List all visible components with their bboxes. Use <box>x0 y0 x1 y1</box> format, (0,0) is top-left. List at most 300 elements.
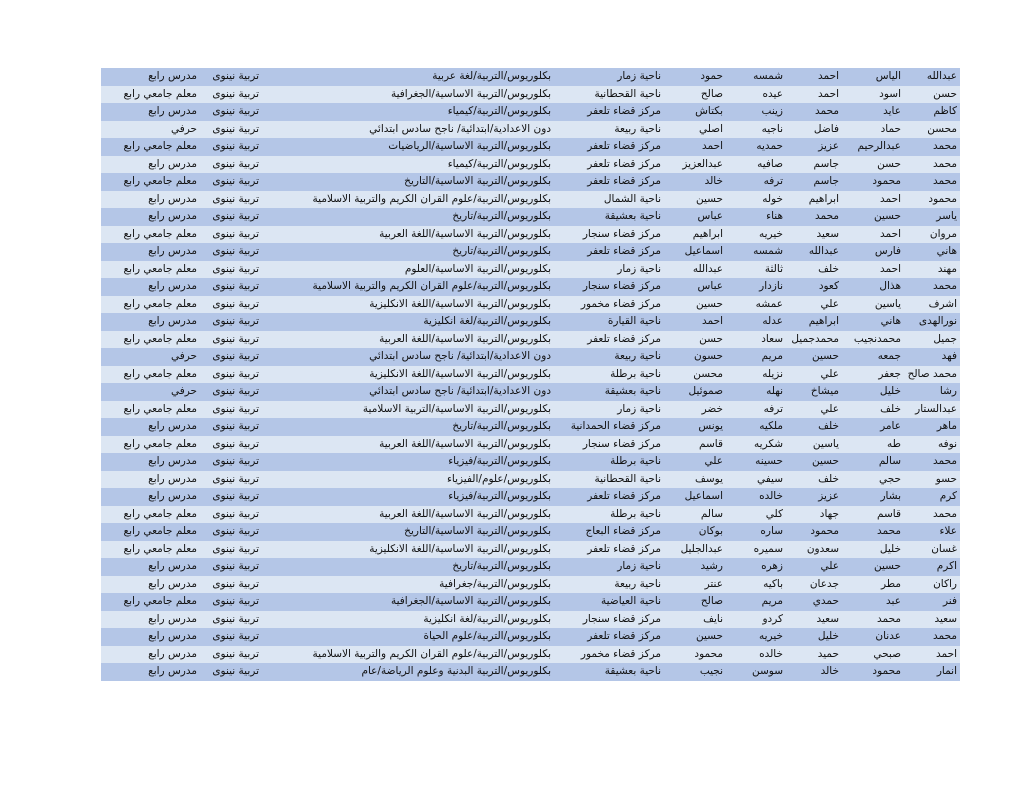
table-row <box>101 611 960 629</box>
cell-mother-father-name: بوكان <box>664 523 726 541</box>
cell-father-name: محمد <box>842 523 904 541</box>
cell-grandfather-name: فاضل <box>786 121 842 139</box>
cell-directorate: تربية نينوى <box>200 506 262 524</box>
cell-mother-name: زهره <box>726 558 786 576</box>
cell-father-name: خليل <box>842 541 904 559</box>
cell-mother-name: نازدار <box>726 278 786 296</box>
cell-first-name: محمود <box>904 191 960 209</box>
table-row <box>101 103 960 121</box>
cell-mother-father-name: صموئيل <box>664 383 726 401</box>
cell-grandfather-name: جاسم <box>786 156 842 174</box>
cell-mother-name: كردو <box>726 611 786 629</box>
cell-mother-name: سعاد <box>726 331 786 349</box>
cell-degree: بكلوريوس/التربية/علوم القران الكريم والتربية الاسلامية <box>262 646 554 664</box>
cell-grandfather-name: حسين <box>786 453 842 471</box>
cell-father-name: حجي <box>842 471 904 489</box>
cell-mother-father-name: صالح <box>664 86 726 104</box>
cell-first-name: نوفه <box>904 436 960 454</box>
cell-mother-name: ناجيه <box>726 121 786 139</box>
cell-mother-father-name: حسين <box>664 628 726 646</box>
cell-grandfather-name: ابراهيم <box>786 191 842 209</box>
cell-father-name: حماد <box>842 121 904 139</box>
cell-first-name: مهند <box>904 261 960 279</box>
cell-job-title: حرفي <box>101 383 200 401</box>
cell-degree: بكلوريوس/التربية الاساسية/العلوم <box>262 261 554 279</box>
table-row <box>101 436 960 454</box>
cell-area: ناحية الشمال <box>554 191 664 209</box>
cell-directorate: تربية نينوى <box>200 383 262 401</box>
cell-degree: بكلوريوس/التربية الاساسية/الجغرافية <box>262 86 554 104</box>
cell-first-name: اشرف <box>904 296 960 314</box>
cell-degree: بكلوريوس/التربية/تاريخ <box>262 208 554 226</box>
cell-area: مركز قضاء سنجار <box>554 278 664 296</box>
cell-mother-name: شمسه <box>726 243 786 261</box>
cell-grandfather-name: جدعان <box>786 576 842 594</box>
table-row <box>101 663 960 681</box>
cell-area: مركز قضاء تلعفر <box>554 628 664 646</box>
cell-directorate: تربية نينوى <box>200 646 262 664</box>
cell-directorate: تربية نينوى <box>200 138 262 156</box>
table-row <box>101 86 960 104</box>
cell-degree: دون الاعدادية/ابتدائية/ ناجح سادس ابتدائي <box>262 348 554 366</box>
cell-father-name: مطر <box>842 576 904 594</box>
table-row <box>101 138 960 156</box>
cell-father-name: طه <box>842 436 904 454</box>
cell-directorate: تربية نينوى <box>200 261 262 279</box>
cell-degree: بكلوريوس/التربية/تاريخ <box>262 558 554 576</box>
employee-table <box>101 68 960 681</box>
cell-mother-name: ساره <box>726 523 786 541</box>
table-row <box>101 348 960 366</box>
cell-first-name: هاني <box>904 243 960 261</box>
cell-mother-father-name: عباس <box>664 278 726 296</box>
cell-degree: بكلوريوس/التربية/علوم القران الكريم والتربية الاسلامية <box>262 191 554 209</box>
cell-mother-father-name: عباس <box>664 208 726 226</box>
cell-job-title: معلم جامعي رابع <box>101 366 200 384</box>
cell-area: مركز قضاء البعاج <box>554 523 664 541</box>
cell-first-name: حسو <box>904 471 960 489</box>
cell-directorate: تربية نينوى <box>200 208 262 226</box>
cell-grandfather-name: محمدجميل <box>786 331 842 349</box>
table-row <box>101 156 960 174</box>
cell-mother-father-name: عبدالعزيز <box>664 156 726 174</box>
cell-mother-father-name: احمد <box>664 313 726 331</box>
cell-father-name: جمعه <box>842 348 904 366</box>
cell-area: ناحية ربيعة <box>554 121 664 139</box>
cell-mother-name: ثالثة <box>726 261 786 279</box>
cell-first-name: غسان <box>904 541 960 559</box>
cell-father-name: محمود <box>842 173 904 191</box>
cell-job-title: مدرس رابع <box>101 663 200 681</box>
cell-father-name: صبحي <box>842 646 904 664</box>
cell-mother-name: سميره <box>726 541 786 559</box>
cell-mother-name: شكريه <box>726 436 786 454</box>
cell-degree: بكلوريوس/التربية/لغة انكليزية <box>262 611 554 629</box>
cell-degree: بكلوريوس/التربية/لغة عربية <box>262 68 554 86</box>
cell-job-title: مدرس رابع <box>101 313 200 331</box>
cell-job-title: مدرس رابع <box>101 646 200 664</box>
cell-grandfather-name: خلف <box>786 418 842 436</box>
cell-grandfather-name: خلف <box>786 261 842 279</box>
cell-first-name: راكان <box>904 576 960 594</box>
cell-father-name: حسن <box>842 156 904 174</box>
cell-grandfather-name: عزيز <box>786 488 842 506</box>
cell-first-name: فنر <box>904 593 960 611</box>
cell-directorate: تربية نينوى <box>200 663 262 681</box>
table-row <box>101 558 960 576</box>
cell-father-name: عبد <box>842 593 904 611</box>
cell-degree: بكلوريوس/التربية الاساسية/اللغة العربية <box>262 436 554 454</box>
cell-mother-father-name: محمود <box>664 646 726 664</box>
cell-directorate: تربية نينوى <box>200 541 262 559</box>
cell-directorate: تربية نينوى <box>200 401 262 419</box>
cell-degree: بكلوريوس/التربية الاساسية/اللغة العربية <box>262 331 554 349</box>
cell-job-title: مدرس رابع <box>101 488 200 506</box>
cell-first-name: ماهر <box>904 418 960 436</box>
cell-mother-name: نزيله <box>726 366 786 384</box>
cell-first-name: محمد <box>904 278 960 296</box>
cell-mother-father-name: عنتر <box>664 576 726 594</box>
cell-mother-father-name: عبدالله <box>664 261 726 279</box>
cell-directorate: تربية نينوى <box>200 348 262 366</box>
cell-first-name: محسن <box>904 121 960 139</box>
cell-degree: بكلوريوس/التربية الاساسية/التربية الاسلامية <box>262 401 554 419</box>
cell-directorate: تربية نينوى <box>200 471 262 489</box>
cell-mother-name: شمسه <box>726 68 786 86</box>
cell-directorate: تربية نينوى <box>200 156 262 174</box>
cell-job-title: معلم جامعي رابع <box>101 506 200 524</box>
cell-father-name: خلف <box>842 401 904 419</box>
cell-mother-father-name: محسن <box>664 366 726 384</box>
cell-father-name: قاسم <box>842 506 904 524</box>
cell-area: ناحية القحطانية <box>554 86 664 104</box>
cell-grandfather-name: خالد <box>786 663 842 681</box>
cell-directorate: تربية نينوى <box>200 418 262 436</box>
cell-first-name: محمد <box>904 453 960 471</box>
table-row <box>101 226 960 244</box>
cell-job-title: معلم جامعي رابع <box>101 173 200 191</box>
cell-father-name: محمدنجيب <box>842 331 904 349</box>
cell-job-title: مدرس رابع <box>101 628 200 646</box>
cell-job-title: معلم جامعي رابع <box>101 593 200 611</box>
cell-area: مركز قضاء تلعفر <box>554 103 664 121</box>
cell-first-name: كاظم <box>904 103 960 121</box>
cell-mother-father-name: رشيد <box>664 558 726 576</box>
cell-mother-father-name: حسون <box>664 348 726 366</box>
cell-grandfather-name: محمود <box>786 523 842 541</box>
cell-first-name: احمد <box>904 646 960 664</box>
cell-father-name: اسود <box>842 86 904 104</box>
cell-mother-name: ترفه <box>726 173 786 191</box>
cell-job-title: مدرس رابع <box>101 611 200 629</box>
cell-first-name: اكرم <box>904 558 960 576</box>
cell-job-title: حرفي <box>101 121 200 139</box>
cell-grandfather-name: محمد <box>786 208 842 226</box>
cell-grandfather-name: كعود <box>786 278 842 296</box>
cell-directorate: تربية نينوى <box>200 593 262 611</box>
cell-directorate: تربية نينوى <box>200 278 262 296</box>
cell-area: ناحية القحطانية <box>554 471 664 489</box>
cell-father-name: الياس <box>842 68 904 86</box>
cell-grandfather-name: خليل <box>786 628 842 646</box>
cell-first-name: محمد <box>904 156 960 174</box>
cell-directorate: تربية نينوى <box>200 576 262 594</box>
cell-area: ناحية زمار <box>554 401 664 419</box>
cell-area: مركز قضاء سنجار <box>554 226 664 244</box>
cell-mother-name: مريم <box>726 348 786 366</box>
cell-father-name: احمد <box>842 191 904 209</box>
cell-first-name: كرم <box>904 488 960 506</box>
cell-degree: بكلوريوس/التربية الاساسية/الجغرافية <box>262 593 554 611</box>
cell-directorate: تربية نينوى <box>200 103 262 121</box>
cell-first-name: محمد <box>904 628 960 646</box>
cell-mother-father-name: اصلي <box>664 121 726 139</box>
cell-directorate: تربية نينوى <box>200 366 262 384</box>
cell-mother-name: خيريه <box>726 226 786 244</box>
table-row <box>101 313 960 331</box>
cell-mother-father-name: قاسم <box>664 436 726 454</box>
cell-mother-father-name: سالم <box>664 506 726 524</box>
cell-directorate: تربية نينوى <box>200 488 262 506</box>
cell-area: ناحية بعشيقة <box>554 208 664 226</box>
cell-degree: بكلوريوس/التربية/تاريخ <box>262 418 554 436</box>
cell-father-name: عبدالرحيم <box>842 138 904 156</box>
cell-mother-father-name: خالد <box>664 173 726 191</box>
cell-father-name: بشار <box>842 488 904 506</box>
cell-area: ناحية بعشيقة <box>554 383 664 401</box>
cell-mother-father-name: حمود <box>664 68 726 86</box>
cell-area: ناحية بعشيقة <box>554 663 664 681</box>
cell-degree: بكلوريوس/التربية/علوم الحياة <box>262 628 554 646</box>
cell-father-name: سالم <box>842 453 904 471</box>
cell-directorate: تربية نينوى <box>200 191 262 209</box>
cell-mother-name: حمديه <box>726 138 786 156</box>
cell-job-title: مدرس رابع <box>101 418 200 436</box>
cell-directorate: تربية نينوى <box>200 558 262 576</box>
cell-job-title: معلم جامعي رابع <box>101 541 200 559</box>
cell-degree: بكلوريوس/التربية/فيزياء <box>262 488 554 506</box>
cell-father-name: جعفر <box>842 366 904 384</box>
cell-father-name: عايد <box>842 103 904 121</box>
cell-grandfather-name: حميد <box>786 646 842 664</box>
cell-mother-name: عمشه <box>726 296 786 314</box>
cell-mother-father-name: حسين <box>664 191 726 209</box>
table-row <box>101 366 960 384</box>
table-row <box>101 261 960 279</box>
cell-job-title: معلم جامعي رابع <box>101 331 200 349</box>
cell-grandfather-name: محمد <box>786 103 842 121</box>
cell-area: مركز قضاء سنجار <box>554 611 664 629</box>
cell-job-title: معلم جامعي رابع <box>101 138 200 156</box>
cell-degree: بكلوريوس/التربية الاساسية/اللغة العربية <box>262 506 554 524</box>
cell-father-name: هذال <box>842 278 904 296</box>
cell-mother-father-name: خضر <box>664 401 726 419</box>
cell-grandfather-name: جهاد <box>786 506 842 524</box>
cell-degree: بكلوريوس/التربية الاساسية/التاريخ <box>262 173 554 191</box>
cell-directorate: تربية نينوى <box>200 121 262 139</box>
table-row <box>101 173 960 191</box>
cell-directorate: تربية نينوى <box>200 86 262 104</box>
cell-area: ناحية زمار <box>554 558 664 576</box>
cell-mother-name: صافيه <box>726 156 786 174</box>
cell-degree: بكلوريوس/التربية/تاريخ <box>262 243 554 261</box>
cell-degree: دون الاعدادية/ابتدائية/ ناجح سادس ابتدائي <box>262 121 554 139</box>
cell-area: مركز قضاء سنجار <box>554 436 664 454</box>
cell-grandfather-name: عبدالله <box>786 243 842 261</box>
cell-father-name: احمد <box>842 226 904 244</box>
table-row <box>101 541 960 559</box>
cell-job-title: مدرس رابع <box>101 558 200 576</box>
cell-area: ناحية ربيعة <box>554 576 664 594</box>
cell-grandfather-name: ميشاخ <box>786 383 842 401</box>
cell-job-title: معلم جامعي رابع <box>101 436 200 454</box>
cell-grandfather-name: خلف <box>786 471 842 489</box>
cell-mother-name: خيريه <box>726 628 786 646</box>
cell-degree: بكلوريوس/علوم/الفيزياء <box>262 471 554 489</box>
cell-grandfather-name: حسين <box>786 348 842 366</box>
cell-area: ناحية برطلة <box>554 453 664 471</box>
cell-first-name: ياسر <box>904 208 960 226</box>
cell-directorate: تربية نينوى <box>200 313 262 331</box>
cell-degree: دون الاعدادية/ابتدائية/ ناجح سادس ابتدائي <box>262 383 554 401</box>
cell-mother-father-name: احمد <box>664 138 726 156</box>
table-row <box>101 418 960 436</box>
cell-mother-father-name: علي <box>664 453 726 471</box>
cell-area: ناحية برطلة <box>554 366 664 384</box>
cell-mother-father-name: عبدالجليل <box>664 541 726 559</box>
cell-degree: بكلوريوس/التربية الاساسية/اللغة الانكليزية <box>262 366 554 384</box>
cell-area: ناحية ربيعة <box>554 348 664 366</box>
cell-grandfather-name: جاسم <box>786 173 842 191</box>
cell-first-name: عبدالستار <box>904 401 960 419</box>
cell-job-title: مدرس رابع <box>101 191 200 209</box>
cell-mother-name: كلي <box>726 506 786 524</box>
cell-first-name: نورالهدى <box>904 313 960 331</box>
cell-mother-name: عيده <box>726 86 786 104</box>
cell-degree: بكلوريوس/التربية/علوم القران الكريم والتربية الاسلامية <box>262 278 554 296</box>
table-row <box>101 278 960 296</box>
cell-mother-name: زينب <box>726 103 786 121</box>
cell-mother-father-name: يونس <box>664 418 726 436</box>
table-row <box>101 593 960 611</box>
cell-directorate: تربية نينوى <box>200 436 262 454</box>
table-row <box>101 453 960 471</box>
cell-job-title: مدرس رابع <box>101 453 200 471</box>
cell-directorate: تربية نينوى <box>200 173 262 191</box>
cell-first-name: انمار <box>904 663 960 681</box>
cell-job-title: مدرس رابع <box>101 103 200 121</box>
cell-mother-name: حسينه <box>726 453 786 471</box>
cell-first-name: مروان <box>904 226 960 244</box>
cell-job-title: معلم جامعي رابع <box>101 401 200 419</box>
cell-area: ناحية زمار <box>554 68 664 86</box>
cell-job-title: معلم جامعي رابع <box>101 226 200 244</box>
cell-degree: بكلوريوس/التربية/كيمياء <box>262 103 554 121</box>
cell-mother-father-name: حسين <box>664 296 726 314</box>
cell-grandfather-name: سعدون <box>786 541 842 559</box>
cell-job-title: معلم جامعي رابع <box>101 261 200 279</box>
cell-job-title: مدرس رابع <box>101 471 200 489</box>
cell-area: ناحية العياضية <box>554 593 664 611</box>
table-row <box>101 471 960 489</box>
cell-first-name: سعيد <box>904 611 960 629</box>
table-row <box>101 576 960 594</box>
cell-mother-name: مريم <box>726 593 786 611</box>
table-row <box>101 296 960 314</box>
table-row <box>101 488 960 506</box>
cell-directorate: تربية نينوى <box>200 611 262 629</box>
cell-mother-name: هناء <box>726 208 786 226</box>
cell-job-title: مدرس رابع <box>101 243 200 261</box>
cell-directorate: تربية نينوى <box>200 331 262 349</box>
cell-degree: بكلوريوس/التربية الاساسية/الرياضيات <box>262 138 554 156</box>
table-row <box>101 628 960 646</box>
cell-job-title: مدرس رابع <box>101 156 200 174</box>
cell-grandfather-name: ابراهيم <box>786 313 842 331</box>
cell-area: ناحية برطلة <box>554 506 664 524</box>
cell-degree: بكلوريوس/التربية الاساسية/اللغة العربية <box>262 226 554 244</box>
cell-area: مركز قضاء تلعفر <box>554 138 664 156</box>
cell-grandfather-name: احمد <box>786 86 842 104</box>
table-row <box>101 191 960 209</box>
table-row <box>101 331 960 349</box>
cell-mother-name: خالده <box>726 488 786 506</box>
cell-grandfather-name: علي <box>786 296 842 314</box>
cell-grandfather-name: حمدي <box>786 593 842 611</box>
cell-job-title: حرفي <box>101 348 200 366</box>
table-row <box>101 121 960 139</box>
cell-job-title: مدرس رابع <box>101 278 200 296</box>
cell-father-name: حسين <box>842 208 904 226</box>
cell-job-title: مدرس رابع <box>101 208 200 226</box>
cell-first-name: حسن <box>904 86 960 104</box>
cell-mother-name: سيفي <box>726 471 786 489</box>
cell-first-name: علاء <box>904 523 960 541</box>
cell-area: مركز قضاء تلعفر <box>554 156 664 174</box>
cell-directorate: تربية نينوى <box>200 296 262 314</box>
table-row <box>101 506 960 524</box>
cell-job-title: معلم جامعي رابع <box>101 86 200 104</box>
cell-mother-name: باكيه <box>726 576 786 594</box>
cell-job-title: مدرس رابع <box>101 576 200 594</box>
cell-father-name: فارس <box>842 243 904 261</box>
cell-mother-father-name: حسن <box>664 331 726 349</box>
cell-father-name: محمد <box>842 611 904 629</box>
cell-father-name: احمد <box>842 261 904 279</box>
cell-mother-father-name: نجيب <box>664 663 726 681</box>
cell-directorate: تربية نينوى <box>200 523 262 541</box>
cell-father-name: حسين <box>842 558 904 576</box>
table-row <box>101 383 960 401</box>
cell-area: مركز قضاء تلعفر <box>554 243 664 261</box>
cell-father-name: عامر <box>842 418 904 436</box>
cell-grandfather-name: احمد <box>786 68 842 86</box>
cell-directorate: تربية نينوى <box>200 243 262 261</box>
table-row <box>101 646 960 664</box>
cell-job-title: مدرس رابع <box>101 68 200 86</box>
cell-degree: بكلوريوس/التربية/فيزياء <box>262 453 554 471</box>
cell-grandfather-name: علي <box>786 366 842 384</box>
cell-degree: بكلوريوس/التربية الاساسية/اللغة الانكليزية <box>262 296 554 314</box>
cell-degree: بكلوريوس/التربية البدنية وعلوم الرياضة/عام <box>262 663 554 681</box>
cell-directorate: تربية نينوى <box>200 628 262 646</box>
cell-area: مركز قضاء مخمور <box>554 646 664 664</box>
cell-first-name: رشا <box>904 383 960 401</box>
cell-first-name: محمد <box>904 138 960 156</box>
cell-degree: بكلوريوس/التربية/جغرافية <box>262 576 554 594</box>
cell-first-name: محمد <box>904 506 960 524</box>
cell-mother-father-name: يوسف <box>664 471 726 489</box>
